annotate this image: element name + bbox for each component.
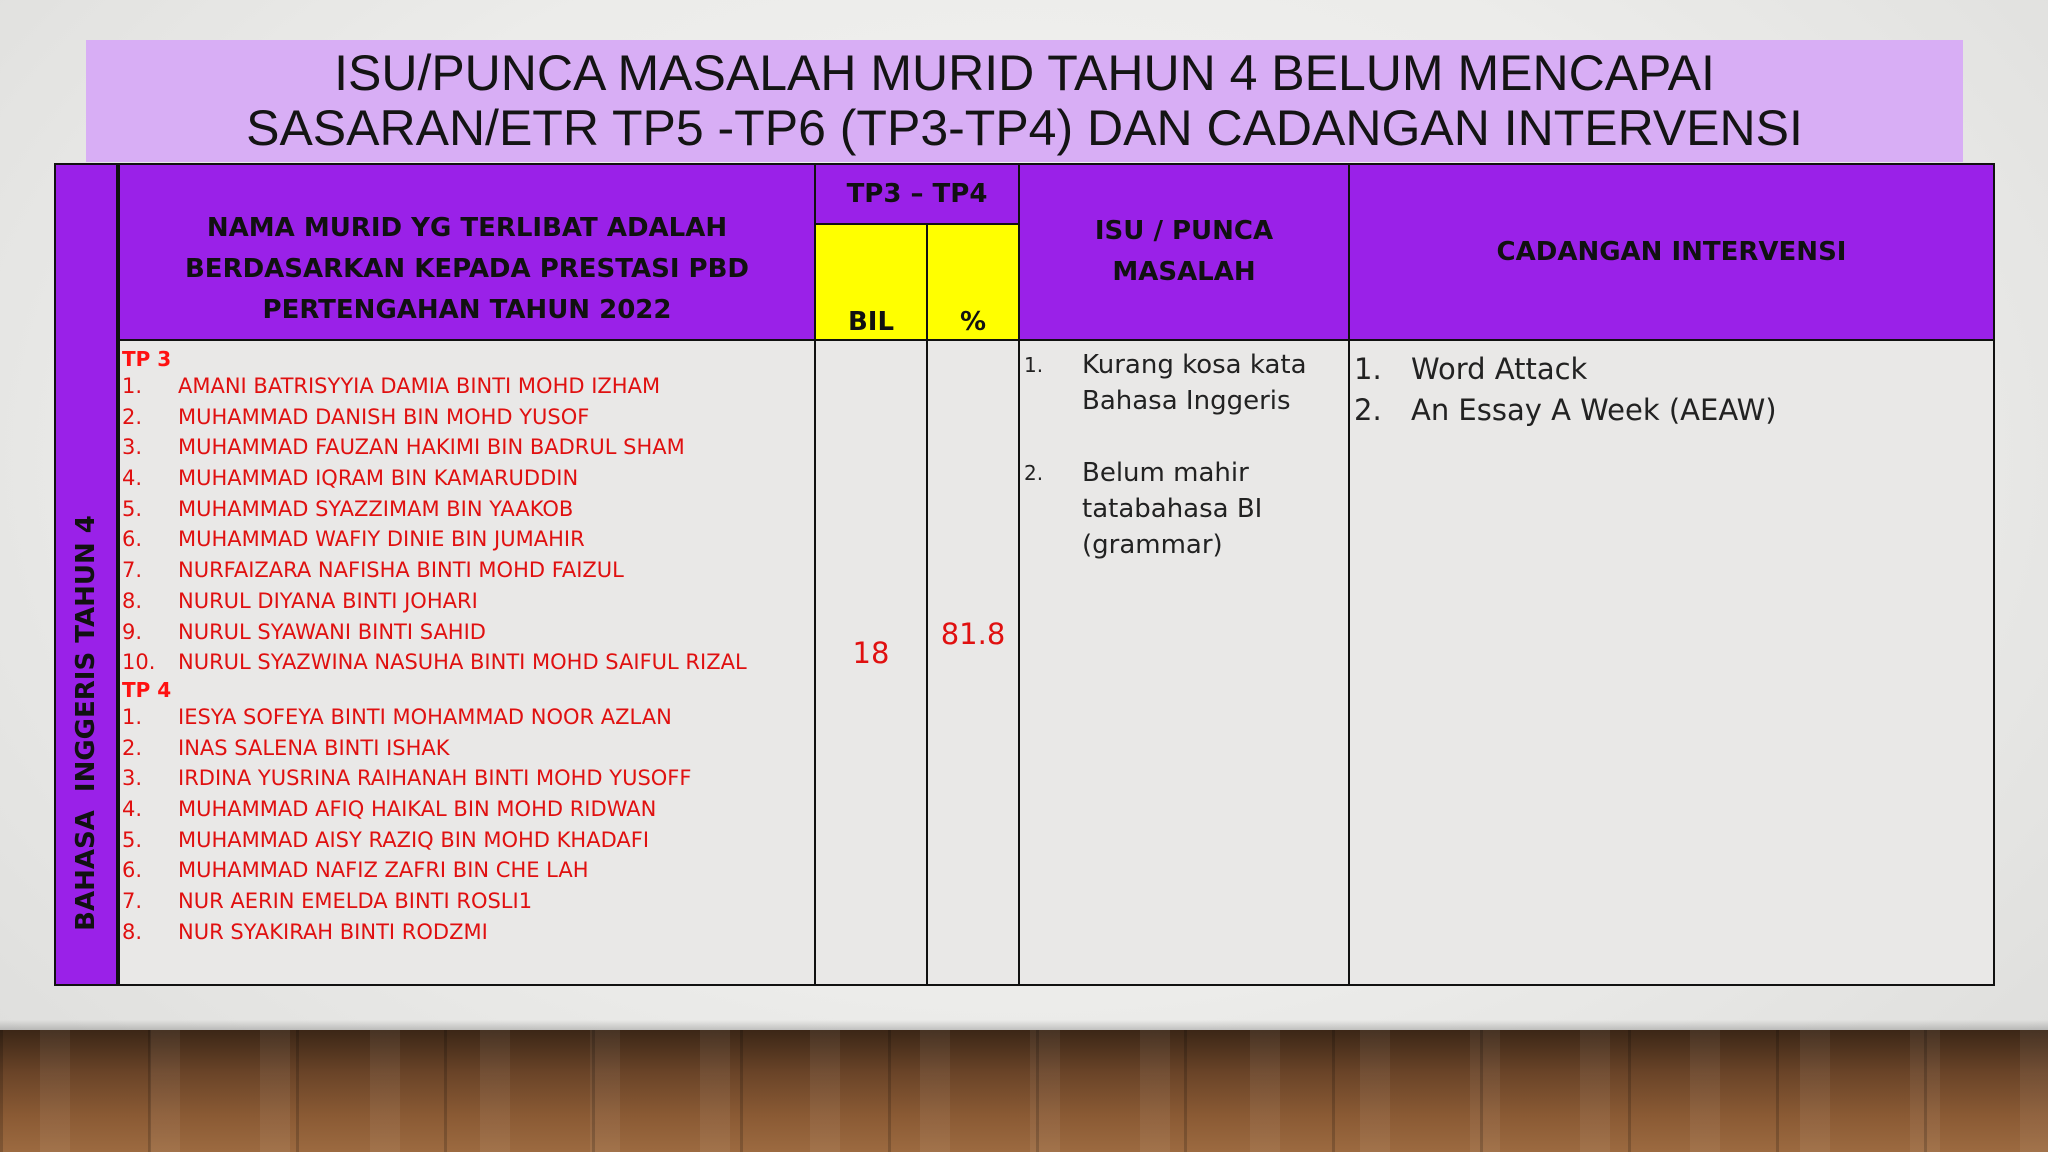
- issue-text: Bahasa Inggeris: [1082, 386, 1291, 416]
- bil-value: 18: [815, 340, 927, 985]
- student-number: 2.: [122, 404, 143, 429]
- student-name: NUR AERIN EMELDA BINTI ROSLI1: [178, 889, 533, 913]
- student-row: [122, 617, 814, 648]
- student-name: NUR SYAKIRAH BINTI RODZMI: [178, 919, 488, 944]
- slide-title: [86, 40, 1963, 162]
- bil-header: BIL: [815, 224, 927, 340]
- student-row: [122, 794, 814, 825]
- student-name: IRDINA YUSRINA RAIHANAH BINTI MOHD YUSOFF: [178, 766, 692, 791]
- student-row: [122, 886, 814, 917]
- intervention-number: 1.: [1354, 352, 1382, 386]
- issue-number: 2.: [1024, 461, 1044, 485]
- issue-header-line: ISU / PUNCA: [1094, 216, 1274, 246]
- student-row: [122, 402, 814, 433]
- student-number: 8.: [122, 919, 143, 944]
- percent-value: 81.8: [927, 340, 1019, 985]
- slide-title-line-2: SASARAN/ETR TP5 -TP6 (TP3-TP4) DAN CADANGAN INTERVENSI: [246, 100, 1803, 156]
- student-name: IESYA SOFEYA BINTI MOHAMMAD NOOR AZLAN: [178, 704, 672, 729]
- issue-item: [1024, 455, 1348, 563]
- intervention-item: [1354, 390, 1993, 431]
- subject-sidebar: [54, 163, 118, 986]
- student-number: 3.: [122, 435, 143, 460]
- student-row: [122, 494, 814, 525]
- group-label-tp4: TP 4: [122, 677, 172, 702]
- student-name: NURUL SYAWANI BINTI SAHID: [178, 619, 486, 644]
- tp-range-header: TP3 – TP4: [815, 164, 1019, 224]
- names-header-line: PERTENGAHAN TAHUN 2022: [262, 294, 672, 325]
- student-number: 4.: [122, 796, 143, 821]
- intervention-text: An Essay A Week (AEAW): [1411, 393, 1777, 427]
- issue-header: [1019, 164, 1349, 340]
- student-number: 7.: [122, 889, 143, 913]
- issue-item: [1024, 347, 1348, 419]
- subject-sidebar-label: BAHASA INGGERIS TAHUN 4: [71, 515, 101, 931]
- student-number: 3.: [122, 766, 143, 791]
- student-number: 6.: [122, 858, 143, 883]
- student-name: AMANI BATRISYYIA DAMIA BINTI MOHD IZHAM: [178, 374, 661, 398]
- student-row: [122, 733, 814, 764]
- issue-text: (grammar): [1082, 530, 1223, 560]
- student-name: NURUL SYAZWINA NASUHA BINTI MOHD SAIFUL RIZAL: [178, 650, 747, 675]
- intervention-header: CADANGAN INTERVENSI: [1349, 164, 1994, 340]
- student-row: [122, 647, 814, 678]
- student-number: 1.: [122, 704, 143, 729]
- student-row: [122, 586, 814, 617]
- issue-header-line: MASALAH: [1112, 257, 1256, 287]
- student-number: 6.: [122, 527, 143, 552]
- names-header-line: NAMA MURID YG TERLIBAT ADALAH: [206, 212, 728, 243]
- issue-text: Belum mahir: [1082, 458, 1249, 488]
- student-row: [122, 825, 814, 856]
- student-name: MUHAMMAD WAFIY DINIE BIN JUMAHIR: [178, 527, 585, 552]
- student-number: 5.: [122, 496, 143, 521]
- slide-title-line-1: ISU/PUNCA MASALAH MURID TAHUN 4 BELUM MENCAPAI: [334, 45, 1715, 101]
- student-name: MUHAMMAD AFIQ HAIKAL BIN MOHD RIDWAN: [178, 796, 657, 821]
- intervention-number: 2.: [1354, 393, 1382, 427]
- student-row: [122, 702, 814, 733]
- student-row: [122, 763, 814, 794]
- student-number: 4.: [122, 466, 143, 491]
- student-name: MUHAMMAD IQRAM BIN KAMARUDDIN: [178, 466, 579, 491]
- intervention-table: [118, 163, 1995, 986]
- student-row: [122, 917, 814, 948]
- group-label-tp3: TP 3: [122, 347, 172, 371]
- student-names-cell: [119, 340, 815, 985]
- student-number: 9.: [122, 619, 143, 644]
- student-row: [122, 855, 814, 886]
- student-name: NURUL DIYANA BINTI JOHARI: [178, 588, 478, 613]
- issue-text: Kurang kosa kata: [1082, 350, 1307, 380]
- student-name: MUHAMMAD NAFIZ ZAFRI BIN CHE LAH: [178, 858, 589, 883]
- student-name: MUHAMMAD AISY RAZIQ BIN MOHD KHADAFI: [178, 827, 650, 852]
- percent-header: %: [927, 224, 1019, 340]
- student-number: 7.: [122, 558, 143, 583]
- names-header: [119, 164, 815, 340]
- issues-cell: [1019, 340, 1349, 985]
- names-header-line: BERDASARKAN KEPADA PRESTASI PBD: [184, 253, 749, 284]
- student-row: [122, 463, 814, 494]
- student-number: 2.: [122, 735, 143, 760]
- intervention-item: [1354, 349, 1993, 390]
- student-number: 1.: [122, 374, 143, 398]
- student-name: INAS SALENA BINTI ISHAK: [178, 735, 450, 760]
- student-name: MUHAMMAD SYAZZIMAM BIN YAAKOB: [178, 496, 574, 521]
- student-row: [122, 371, 814, 402]
- intervention-text: Word Attack: [1411, 352, 1588, 386]
- interventions-cell: [1349, 340, 1994, 985]
- student-name: MUHAMMAD FAUZAN HAKIMI BIN BADRUL SHAM: [178, 435, 685, 460]
- issue-number: 1.: [1024, 353, 1044, 377]
- student-name: NURFAIZARA NAFISHA BINTI MOHD FAIZUL: [178, 558, 624, 583]
- student-number: 5.: [122, 827, 143, 852]
- wooden-floor: [0, 1030, 2048, 1152]
- student-number: 8.: [122, 588, 143, 613]
- student-name: MUHAMMAD DANISH BIN MOHD YUSOF: [178, 404, 590, 429]
- student-row: [122, 524, 814, 555]
- student-row: [122, 555, 814, 586]
- issue-text: tatabahasa BI: [1082, 494, 1263, 524]
- student-number: 10.: [122, 650, 156, 675]
- student-row: [122, 432, 814, 463]
